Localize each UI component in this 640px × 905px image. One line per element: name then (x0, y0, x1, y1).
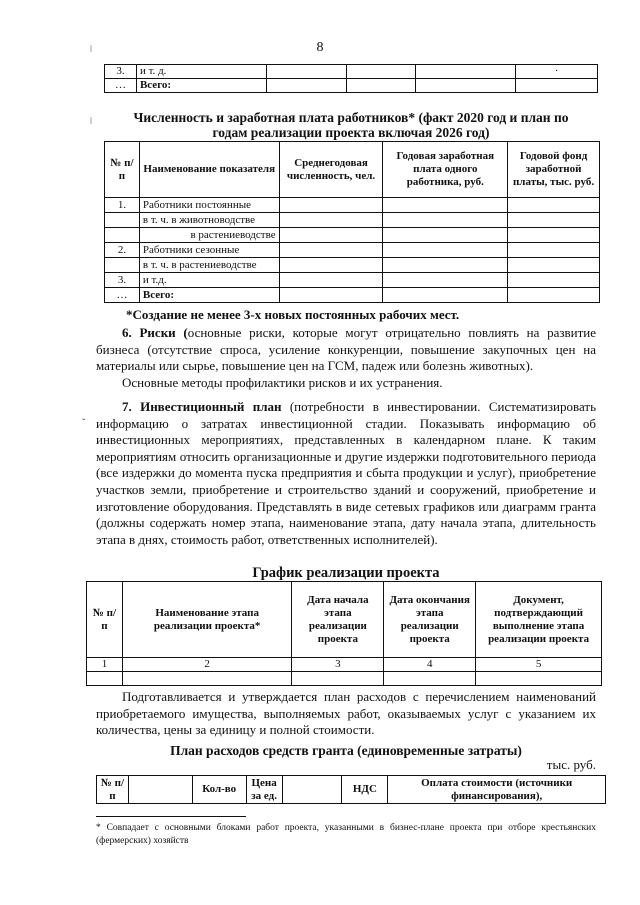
risks-paragraph: 6. Риски (основные риски, которые могут отрицательно повлиять на развитие бизнеса (отсутствие спроса, усиление конкуренции, повышение закупочных цен на материалы или сырье, повышение цен на ГСМ, падеж или болезнь животных). (96, 325, 596, 374)
header-name: Наименование показателя (139, 142, 279, 198)
header-num: № п/п (87, 582, 123, 658)
footnote-divider (96, 816, 246, 817)
table-row (87, 672, 602, 686)
expense-plan-paragraph: Подготавливается и утверждается план расходов с перечислением наименований приобретаемого имущества, выполняемых работ, оказываемых услуг с указанием их количества, цены за единицу и полной стоимости. (96, 689, 596, 738)
header-vat: НДС (342, 776, 388, 804)
top-continuation-table (104, 64, 598, 93)
header-num: № п/п (97, 776, 129, 804)
table-row: 2. Работники сезонные (105, 243, 600, 258)
risks-methods: Основные методы профилактики рисков и их устранения. (122, 375, 443, 390)
expenses-unit: тыс. руб. (546, 757, 596, 772)
table-header-row (97, 776, 606, 804)
staff-table-title: Численность и заработная плата работников* (факт 2020 год и план по годам реализации проекта включая 2026 год) (133, 110, 569, 140)
header-stage-name: Наименование этапа реализации проекта* (122, 582, 292, 658)
table-row: в т. ч. в растениеводстве (105, 258, 600, 273)
table-header-row (87, 582, 602, 658)
table-row (105, 79, 598, 93)
header-quantity: Кол-во (192, 776, 246, 804)
table-row: 1. Работники постоянные (105, 198, 600, 213)
row-name: и т. д. (136, 65, 266, 79)
margin-mark: ǀ (90, 44, 93, 55)
row-number: … (105, 79, 137, 93)
table-row: в т. ч. в животноводстве (105, 213, 600, 228)
margin-mark: ˇ (82, 418, 86, 429)
schedule-table (86, 581, 602, 686)
cell-mark: · (516, 65, 598, 79)
table-row (105, 65, 598, 79)
header-start-date: Дата начала этапа реализации проекта (292, 582, 384, 658)
header-end-date: Дата окончания этапа реализации проекта (384, 582, 476, 658)
header-unit-price: Цена за ед. (246, 776, 282, 804)
investment-heading: 7. Инвестиционный план (122, 399, 282, 414)
header-annual-fund: Годовой фонд заработной платы, тыс. руб. (508, 142, 600, 198)
table-row: … Всего: (105, 288, 600, 303)
page-number: 8 (316, 40, 324, 55)
header-annual-salary: Годовая заработная плата одного работника, руб. (383, 142, 508, 198)
header-avg-count: Среднегодовая численность, чел. (279, 142, 383, 198)
table-row: 3. и т.д. (105, 273, 600, 288)
header-document: Документ, подтверждающий выполнение этапа реализации проекта (476, 582, 602, 658)
footnote: * Совпадает с основными блоками работ проекта, указанными в бизнес-плане проекта при отборе крестьянских (фермерских) хозяйств (96, 823, 596, 846)
investment-paragraph: 7. Инвестиционный план (потребности в инвестировании. Систематизировать информацию о затратах инвестиционной стадии. Показывать информацию об инвестиционных мероприятиях, представленных в календарном плане. К таким мероприятиям относить организационные и другие издержки подготовительного периода (все издержки до момента пуска предприятия и сбыта продукции и услуг), приобретение участков земли, приобретение и строительство зданий и сооружений, приобретение и изготовление оборудования. Представлять в виде сетевых графиков или диаграмм гранта (должны содержать номер этапа, наименование этапа, дату начала этапа, длительность этапа в днях, стоимость работ, ответственных исполнителей). (96, 399, 596, 547)
expenses-table (96, 775, 606, 804)
schedule-title: График реализации проекта (252, 565, 440, 581)
column-number-row: 1 2 3 4 5 (87, 658, 602, 672)
expenses-title: План расходов средств гранта (единовременные затраты) (170, 743, 522, 758)
risks-heading: 6. Риски ( (122, 325, 188, 340)
row-name: Всего: (136, 79, 266, 93)
staff-table (104, 141, 600, 303)
table-row: в растениеводстве (105, 228, 600, 243)
staff-note: *Создание не менее 3-х новых постоянных рабочих мест. (126, 307, 460, 322)
table-header-row (105, 142, 600, 198)
margin-mark: ǀ (90, 116, 93, 127)
header-num: № п/п (105, 142, 140, 198)
row-number: 3. (105, 65, 137, 79)
header-payment: Оплата стоимости (источники финансирования), (388, 776, 606, 804)
